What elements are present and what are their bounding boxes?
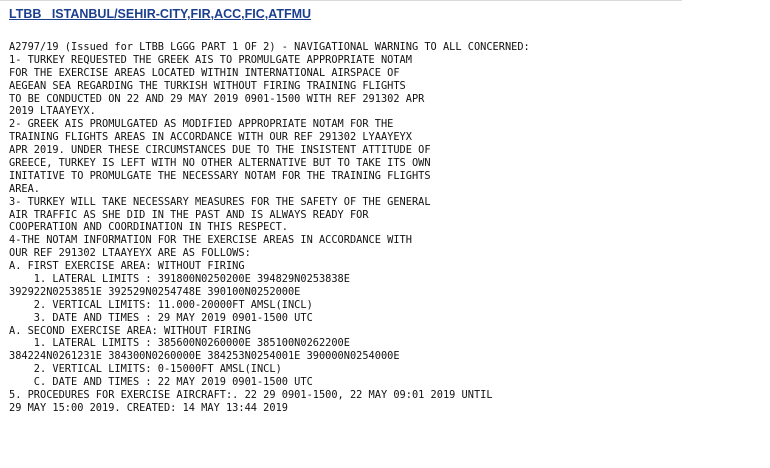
- notam-line: 2. VERTICAL LIMITS: 11.000-20000FT AMSL(INCL): [9, 298, 313, 311]
- notam-line: 29 MAY 15:00 2019. CREATED: 14 MAY 13:44 2019: [9, 401, 288, 414]
- notam-line: OUR REF 291302 LTAAYEYX ARE AS FOLLOWS:: [9, 247, 251, 260]
- notam-line: 384224N0261231E 384300N0260000E 384253N0254001E 390000N0254000E: [9, 350, 400, 363]
- top-divider: [0, 0, 682, 1]
- notam-line: A2797/19 (Issued for LTBB LGGG PART 1 OF 2) - NAVIGATIONAL WARNING TO ALL CONCERNED:: [9, 41, 530, 53]
- notam-line: TO BE CONDUCTED ON 22 AND 29 MAY 2019 0901-1500 WITH REF 291302 APR: [9, 92, 425, 105]
- notam-line: 392922N0253851E 392529N0254748E 390100N0252000E: [9, 285, 301, 298]
- notam-text-body: [9, 41, 530, 415]
- notam-line: 3- TURKEY WILL TAKE NECESSARY MEASURES FOR THE SAFETY OF THE GENERAL: [9, 195, 431, 208]
- notam-line: INITATIVE TO PROMULGATE THE NECESSARY NOTAM FOR THE TRAINING FLIGHTS: [9, 169, 431, 182]
- location-header-link[interactable]: LTBB ISTANBUL/SEHIR-CITY,FIR,ACC,FIC,ATFMU: [9, 7, 312, 21]
- notam-line: 3. DATE AND TIMES : 29 MAY 2019 0901-1500 UTC: [9, 311, 313, 324]
- notam-line: 2- GREEK AIS PROMULGATED AS MODIFIED APPROPRIATE NOTAM FOR THE: [9, 118, 394, 131]
- notam-line: 2. VERTICAL LIMITS: 0-15000FT AMSL(INCL): [9, 363, 282, 376]
- notam-line: TRAINING FLIGHTS AREAS IN ACCORDANCE WITH OUR REF 291302 LYAAYEYX: [9, 131, 412, 144]
- notam-line: 5. PROCEDURES FOR EXERCISE AIRCRAFT:. 22 29 0901-1500, 22 MAY 09:01 2019 UNTIL: [9, 389, 493, 402]
- notam-line: C. DATE AND TIMES : 22 MAY 2019 0901-1500 UTC: [9, 376, 313, 389]
- notam-line: APR 2019. UNDER THESE CIRCUMSTANCES DUE TO THE INSISTENT ATTITUDE OF: [9, 144, 431, 157]
- notam-line: AREA.: [9, 182, 40, 195]
- notam-line: COOPERATION AND COORDINATION IN THIS RESPECT.: [9, 221, 288, 234]
- notam-line: 2019 LTAAYEYX.: [9, 105, 96, 118]
- notam-line: 1. LATERAL LIMITS : 385600N0260000E 385100N0262200E: [9, 337, 350, 350]
- notam-line: FOR THE EXERCISE AREAS LOCATED WITHIN INTERNATIONAL AIRSPACE OF: [9, 66, 400, 79]
- notam-line: A. SECOND EXERCISE AREA: WITHOUT FIRING: [9, 324, 251, 337]
- notam-line: AEGEAN SEA REGARDING THE TURKISH WITHOUT FIRING TRAINING FLIGHTS: [9, 79, 406, 92]
- notam-line: 4-THE NOTAM INFORMATION FOR THE EXERCISE AREAS IN ACCORDANCE WITH: [9, 234, 412, 247]
- notam-line: GREECE, TURKEY IS LEFT WITH NO OTHER ALTERNATIVE BUT TO TAKE ITS OWN: [9, 157, 431, 170]
- notam-line: 1. LATERAL LIMITS : 391800N0250200E 394829N0253838E: [9, 273, 350, 286]
- notam-line: AIR TRAFFIC AS SHE DID IN THE PAST AND IS ALWAYS READY FOR: [9, 208, 369, 221]
- notam-line: A. FIRST EXERCISE AREA: WITHOUT FIRING: [9, 260, 245, 273]
- notam-line: 1- TURKEY REQUESTED THE GREEK AIS TO PROMULGATE APPROPRIATE NOTAM: [9, 53, 412, 66]
